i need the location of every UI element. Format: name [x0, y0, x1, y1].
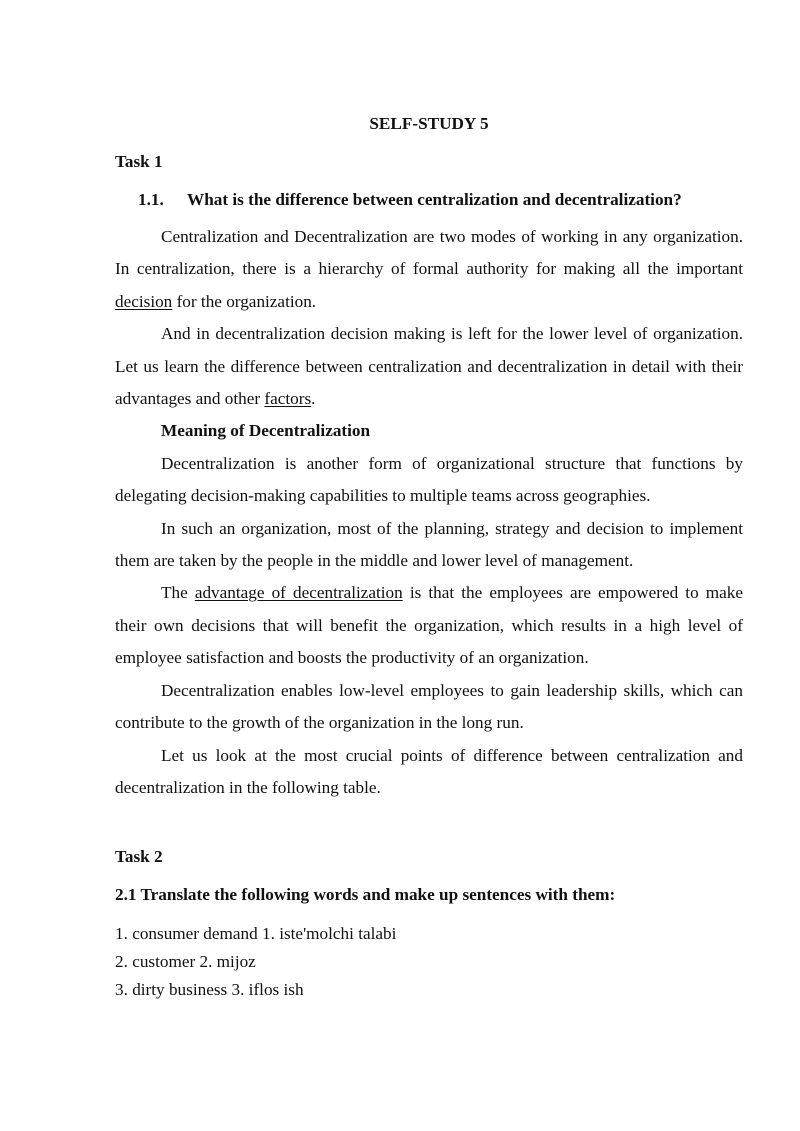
list-item: 3. dirty business 3. iflos ish: [115, 980, 304, 1000]
paragraph-1: [115, 221, 743, 318]
paragraph-4: In such an organization, most of the planning, strategy and decision to implement them are taken by the people in the middle and lower level of management.: [115, 518, 743, 571]
paragraph-5-post: is that the employees are empowered to make their own decisions that will benefit the organization, which results in a high level of employee satisfaction and boosts the productivity of an organization.: [115, 583, 743, 668]
paragraph-1-pre: Centralization and Decentralization are two modes of working in any organization. In centralization, there is a hierarchy of formal authority for making all the important: [115, 227, 743, 279]
page-title: SELF-STUDY 5: [369, 114, 489, 133]
task2-subheading: 2.1 Translate the following words and make up sentences with them:: [115, 885, 616, 905]
advantage-link[interactable]: advantage of decentralization: [194, 583, 403, 603]
paragraph-3: Decentralization is another form of organizational structure that functions by delegating decision-making capabilities to multiple teams across geographies.: [115, 453, 743, 506]
decision-link[interactable]: decision: [115, 291, 173, 311]
paragraph-2-pre: And in decentralization decision making is left for the lower level of organization. Let us learn the difference between centralization and decentralization in detail with their advantages and other: [115, 324, 743, 409]
task2-heading: Task 2: [115, 847, 163, 867]
question-number: 1.1.: [138, 190, 164, 209]
task1-heading: Task 1: [115, 152, 163, 171]
spacer: [115, 804, 743, 842]
document-content: [115, 109, 743, 1004]
paragraph-1-post: for the organization.: [172, 291, 317, 311]
paragraph-2: [115, 318, 743, 415]
paragraph-5: [115, 577, 743, 674]
meaning-heading: Meaning of Decentralization: [161, 421, 371, 441]
list-item: 1. consumer demand 1. iste'molchi talabi: [115, 924, 397, 944]
paragraph-2-post: .: [311, 389, 316, 409]
question-text: What is the difference between centralization and decentralization?: [187, 190, 682, 209]
paragraph-6: Decentralization enables low-level employees to gain leadership skills, which can contribute to the growth of the organization in the long run.: [115, 680, 743, 733]
question-heading: [115, 185, 743, 215]
list-item: 2. customer 2. mijoz: [115, 952, 256, 972]
paragraph-7: Let us look at the most crucial points of difference between centralization and decentralization in the following table.: [115, 745, 743, 797]
factors-link[interactable]: factors: [264, 389, 312, 409]
paragraph-5-pre: The: [161, 583, 195, 603]
word-list: [115, 920, 743, 1004]
